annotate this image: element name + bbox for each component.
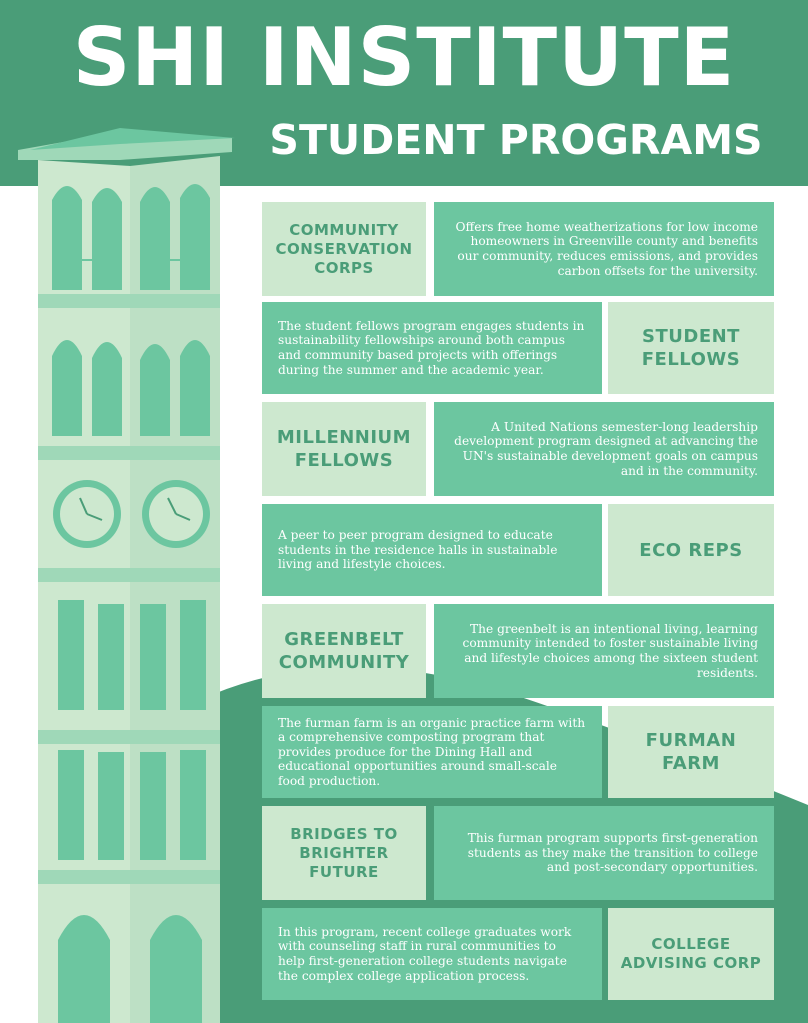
program-name-eco-reps: ECO REPS xyxy=(608,504,774,596)
program-description-bridges-to-brighter-future: This furman program supports first-generation students as they make the transition to college and post-secondary opportunities. xyxy=(434,806,774,900)
program-description-millennium-fellows: A United Nations semester-long leadership development program designed at advancing the UN's sustainable development goals on campus and in the community. xyxy=(434,402,774,496)
program-name-bridges-to-brighter-future: BRIDGES TO BRIGHTER FUTURE xyxy=(262,806,426,900)
program-description-community-conservation-corps: Offers free home weatherizations for low income homeowners in Greenville county and benefits our community, reduces emissions, and provides carbon offsets for the university. xyxy=(434,202,774,296)
program-description-furman-farm: The furman farm is an organic practice farm with a comprehensive composting program that provides produce for the Dining Hall and educational opportunities around small-scale food production. xyxy=(262,706,602,798)
page-subtitle: STUDENT PROGRAMS xyxy=(269,116,763,164)
program-name-student-fellows: STUDENT FELLOWS xyxy=(608,302,774,394)
program-name-college-advising-corp: COLLEGE ADVISING CORP xyxy=(608,908,774,1000)
clock-tower-illustration xyxy=(0,110,240,1023)
program-description-eco-reps: A peer to peer program designed to educate students in the residence halls in sustainable living and lifestyle choices. xyxy=(262,504,602,596)
page-title: SHI INSTITUTE xyxy=(72,11,736,104)
program-name-millennium-fellows: MILLENNIUM FELLOWS xyxy=(262,402,426,496)
program-description-student-fellows: The student fellows program engages students in sustainability fellowships around both campus and community based projects with offerings during the summer and the academic year. xyxy=(262,302,602,394)
program-description-college-advising-corp: In this program, recent college graduates work with counseling staff in rural communities to help first-generation college students navigate the complex college application process. xyxy=(262,908,602,1000)
program-name-greenbelt-community: GREENBELT COMMUNITY xyxy=(262,604,426,698)
program-name-furman-farm: FURMAN FARM xyxy=(608,706,774,798)
program-description-greenbelt-community: The greenbelt is an intentional living, learning community intended to foster sustainable living and lifestyle choices among the sixteen student residents. xyxy=(434,604,774,698)
program-name-community-conservation-corps: COMMUNITY CONSERVATION CORPS xyxy=(262,202,426,296)
